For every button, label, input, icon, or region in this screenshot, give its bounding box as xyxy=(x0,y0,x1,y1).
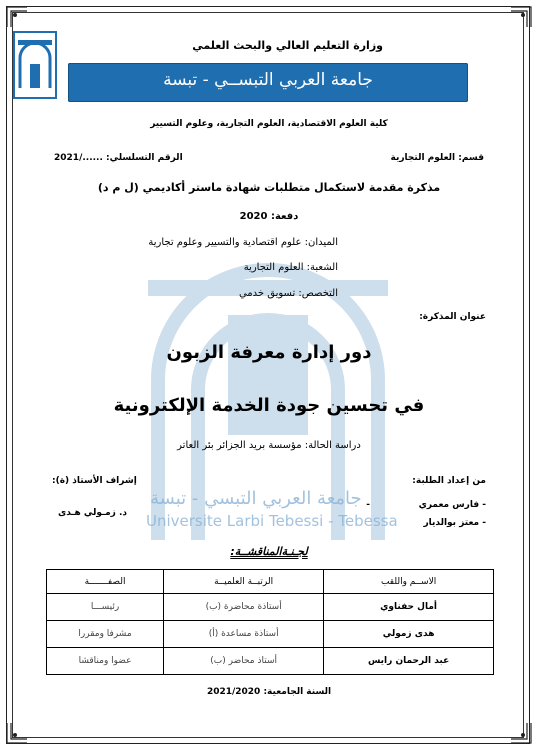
case-study: دراسة الحالة: مؤسسة بريد الجزائر بئر العاتر xyxy=(177,440,361,451)
branch-label: الشعبة: العلوم التجارية xyxy=(243,262,338,273)
serial-number: الرقم التسلسلي: ....../2021 xyxy=(54,153,183,163)
column-header: الصفـــــــة xyxy=(47,570,164,594)
member-rank: أستاذ محاضر (ب) xyxy=(164,648,324,675)
student-name: - معتز بوالديار xyxy=(423,518,486,528)
faculty-name: كلية العلوم الاقتصادية، العلوم التجارية، وعلوم التسيير xyxy=(150,119,388,129)
corner-ornament-icon xyxy=(510,6,532,28)
student-name: - فارس معمري xyxy=(418,500,486,510)
member-rank: أستاذة محاضرة (ب) xyxy=(164,594,324,621)
department-label: قسم: العلوم التجارية xyxy=(390,153,484,163)
field-label: الميدان: علوم اقتصادية والتسيير وعلوم تجارية xyxy=(148,237,338,248)
separator-dash: - xyxy=(366,500,370,510)
table-row xyxy=(47,594,494,621)
member-name: أمال حفناوي xyxy=(324,594,494,621)
university-logo-icon xyxy=(10,26,60,104)
watermark-latin: Universite Larbi Tebessi - Tebessa xyxy=(146,512,398,530)
university-banner xyxy=(68,63,468,102)
member-role: عضوا ومناقشا xyxy=(47,648,164,675)
ministry-name: وزارة التعليم العالي والبحث العلمي xyxy=(192,39,383,52)
table-row xyxy=(47,621,494,648)
supervisor-label: إشراف الأستاذ (ة): xyxy=(52,476,137,486)
university-name: جامعة العربي التبســي - تبسة xyxy=(163,70,373,90)
column-header: الاســم واللقب xyxy=(324,570,494,594)
supervisor-name: د. زمـولي هـدى xyxy=(58,508,128,518)
member-name: عبد الرحمان رايس xyxy=(324,648,494,675)
column-header: الرتبــة العلميــة xyxy=(164,570,324,594)
table-row xyxy=(47,648,494,675)
specialty-label: التخصص: تسويق خدمي xyxy=(238,288,338,299)
committee-title: لجـنـةالمناقشــة: xyxy=(230,545,308,558)
table-header-row xyxy=(47,570,494,594)
students-label: من إعداد الطلبة: xyxy=(412,476,486,486)
committee-table xyxy=(46,569,494,675)
thesis-title-line-1: دور إدارة معرفة الزبون xyxy=(166,342,372,363)
corner-ornament-icon xyxy=(6,6,28,28)
member-name: هدى زمولي xyxy=(324,621,494,648)
memo-purpose: مذكرة مقدمة لاستكمال متطلبات شهادة ماستر أكاديمي (ل م د) xyxy=(97,181,441,194)
watermark-arabic: جامعة العربي التبسي - تبسة xyxy=(150,488,362,509)
thesis-title-label: عنوان المذكرة: xyxy=(419,312,486,322)
batch-year: دفعة: 2020 xyxy=(239,211,299,222)
thesis-title-line-2: في تحسين جودة الخدمة الإلكترونية xyxy=(113,395,425,416)
member-rank: أستاذة مساعدة (أ) xyxy=(164,621,324,648)
corner-ornament-icon xyxy=(510,722,532,744)
member-role: رئيســـا xyxy=(47,594,164,621)
academic-year: السنة الجامعية: 2021/2020 xyxy=(206,687,332,697)
corner-ornament-icon xyxy=(6,722,28,744)
member-role: مشرفا ومقررا xyxy=(47,621,164,648)
